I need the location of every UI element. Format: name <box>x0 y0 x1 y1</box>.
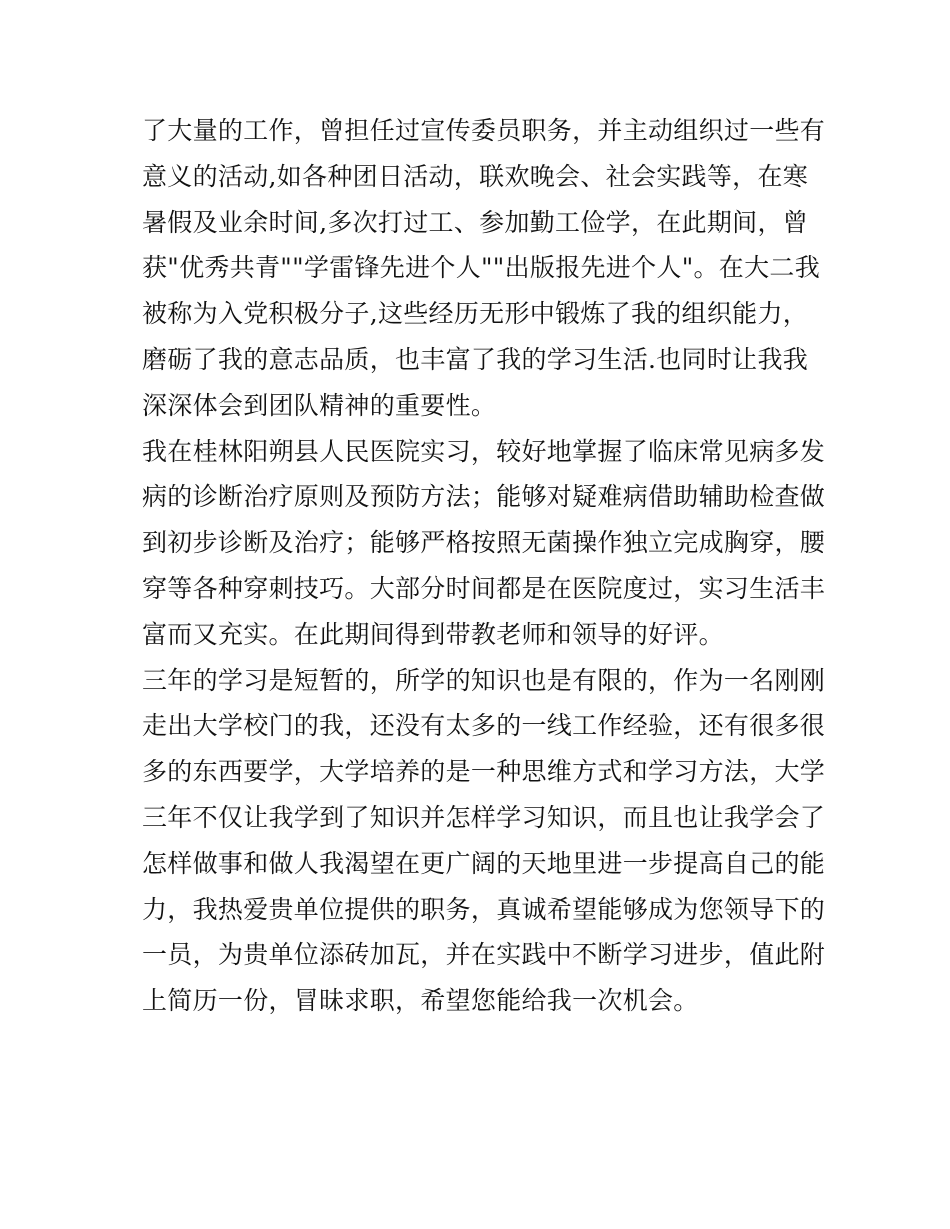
text-line: 怎样做事和做人我渴望在更广阔的天地里进一步提高自己的能 <box>142 848 826 878</box>
text-line: 到初步诊断及治疗；能够严格按照无菌操作独立完成胸穿，腰 <box>142 528 826 558</box>
text-line: 走出大学校门的我，还没有太多的一线工作经验，还有很多很 <box>142 711 826 741</box>
text-line: 三年不仅让我学到了知识并怎样学习知识，而且也让我学会了 <box>142 802 826 832</box>
text-line: 了大量的工作，曾担任过宣传委员职务，并主动组织过一些有 <box>142 116 826 145</box>
text-line: 磨砺了我的意志品质，也丰富了我的学习生活.也同时让我我 <box>142 344 809 374</box>
text-line: 获"优秀共青""学雷锋先进个人""出版报先进个人"。在大二我 <box>142 253 820 283</box>
text-line: 病的诊断治疗原则及预防方法；能够对疑难病借助辅助检查做 <box>142 482 826 512</box>
text-line: 多的东西要学，大学培养的是一种思维方式和学习方法，大学 <box>142 757 826 787</box>
text-line: 暑假及业余时间,多次打过工、参加勤工俭学，在此期间，曾 <box>142 207 809 237</box>
text-line: 力，我热爱贵单位提供的职务，真诚希望能够成为您领导下的 <box>142 894 826 924</box>
text-line: 一员，为贵单位添砖加瓦，并在实践中不断学习进步，值此附 <box>142 940 826 970</box>
text-line: 富而又充实。在此期间得到带教老师和领导的好评。 <box>142 619 724 649</box>
text-line: 穿等各种穿刺技巧。大部分时间都是在医院度过，实习生活丰 <box>142 573 826 603</box>
text-line: 深深体会到团队精神的重要性。 <box>142 390 497 420</box>
text-line: 被称为入党积极分子,这些经历无形中锻炼了我的组织能力， <box>142 299 809 329</box>
text-line: 意义的活动,如各种团日活动，联欢晚会、社会实践等，在寒 <box>142 161 809 191</box>
text-line: 上简历一份，冒昧求职，希望您能给我一次机会。 <box>142 986 699 1016</box>
text-line: 我在桂林阳朔县人民医院实习，较好地掌握了临床常见病多发 <box>142 436 826 466</box>
text-line: 三年的学习是短暂的，所学的知识也是有限的，作为一名刚刚 <box>142 665 826 695</box>
letter-body <box>142 108 826 1024</box>
